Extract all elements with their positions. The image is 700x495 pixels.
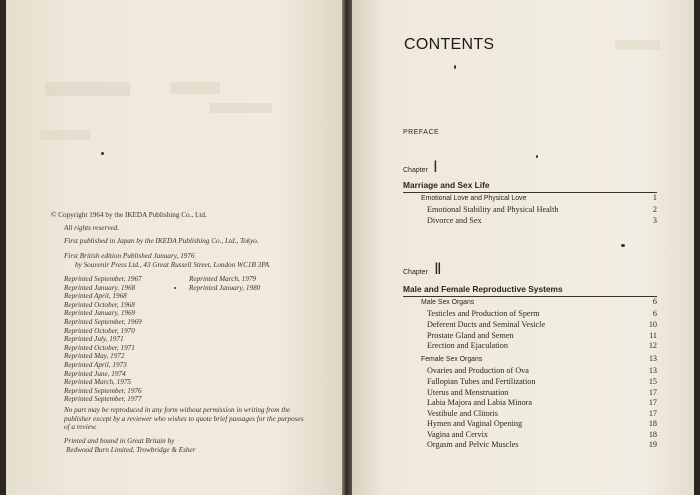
- reprint-item: Reprinted March, 1979: [189, 275, 257, 283]
- ink-speck: [536, 155, 538, 158]
- toc-entry: Testicles and Production of Sperm: [427, 309, 540, 318]
- toc-section-heading: Female Sex Organs: [421, 356, 483, 363]
- reprint-item: Reprinted March, 1975: [64, 378, 132, 387]
- reprint-item: Reprinted July, 1971: [64, 335, 124, 344]
- chapter-label: Chapter: [403, 269, 428, 276]
- toc-entry: Vestibule and Clitoris: [427, 409, 498, 418]
- toc-entry: Labia Majora and Labia Minora: [427, 398, 533, 407]
- notice-line: of a review.: [64, 423, 97, 432]
- toc-page-number: 17: [648, 398, 657, 407]
- chapter-rule: [403, 296, 657, 297]
- toc-page-number: 2: [652, 205, 657, 214]
- toc-section-heading: Male Sex Organs: [421, 299, 475, 306]
- british-edition-line: First British edition Published January, 1976: [64, 252, 195, 260]
- toc-page-number: 17: [648, 409, 657, 418]
- contents-title: CONTENTS: [404, 36, 495, 53]
- reprint-item: Reprinted January, 1969: [64, 309, 136, 318]
- reprints-column-2: [189, 275, 260, 292]
- bleed-through-mark: [40, 130, 90, 140]
- chapter-number: I: [434, 157, 437, 176]
- ink-speck: [454, 65, 456, 69]
- notice-line: publisher except by a reviewer who wishes to quote brief passages for the purposes: [64, 414, 304, 423]
- permission-notice: [64, 406, 326, 432]
- toc-page-number: 11: [649, 331, 657, 340]
- reprint-item: Reprinted September, 1967: [64, 275, 142, 283]
- printer-line: Printed and bound in Great Britain by: [64, 437, 175, 445]
- copyright-line: © Copyright 1964 by the IKEDA Publishing Co., Ltd.: [51, 211, 207, 219]
- toc-preface: PREFACE: [403, 129, 440, 136]
- reprint-item: Reprinted October, 1968: [64, 300, 135, 309]
- toc-page-number: 13: [648, 366, 657, 375]
- toc-entry: Orgasm and Pelvic Muscles: [427, 440, 519, 449]
- toc-page-number: 13: [648, 354, 657, 363]
- toc-entry: Uterus and Menstruation: [427, 388, 509, 397]
- reprint-item: Reprinted January, 1968: [64, 283, 136, 292]
- ink-speck: [174, 287, 176, 289]
- chapter-title: Marriage and Sex Life: [403, 180, 490, 190]
- chapter-title: Male and Female Reproductive Systems: [403, 284, 563, 294]
- reprint-item: Reprinted October, 1971: [64, 343, 135, 352]
- toc-page-number: 6: [652, 309, 657, 318]
- reprint-item: Reprinted October, 1970: [64, 326, 135, 335]
- reprint-item: Reprinted April, 1973: [64, 360, 127, 369]
- reprint-item: Reprinted June, 1974: [64, 369, 126, 378]
- chapter-rule: [403, 192, 657, 193]
- toc-entry: Vagina and Cervix: [427, 430, 488, 439]
- toc-page-number: 6: [652, 297, 657, 306]
- toc-entry: Deferent Ducts and Seminal Vesicle: [427, 320, 546, 329]
- book-gutter: [342, 0, 352, 495]
- toc-page-number: 18: [648, 419, 657, 428]
- toc-page-number: 3: [652, 216, 657, 225]
- notice-line: No part may be reproduced in any form without permission in writing from the: [64, 406, 291, 414]
- toc-page-number: 12: [648, 341, 657, 350]
- reprint-item: Reprinted September, 1969: [64, 317, 142, 326]
- printer-notice: [64, 437, 196, 454]
- toc-entry: Ovaries and Production of Ova: [427, 366, 529, 375]
- toc-entry: Prostate Gland and Semen: [427, 331, 514, 340]
- ink-speck: [101, 152, 104, 155]
- rights-line: All rights reserved.: [64, 224, 120, 232]
- toc-section-heading: Emotional Love and Physical Love: [421, 195, 527, 202]
- reprint-item: Reprinted September, 1976: [64, 386, 142, 395]
- bleed-through-mark: [45, 82, 130, 96]
- toc-page-number: 15: [648, 377, 657, 386]
- toc-page-number: 10: [648, 320, 657, 329]
- toc-entry: Fallopian Tubes and Fertilization: [427, 377, 536, 386]
- toc-entry: Erection and Ejaculation: [427, 341, 508, 350]
- bleed-through-mark: [615, 40, 660, 50]
- toc-page-number: 19: [648, 440, 657, 449]
- chapter-number: II: [435, 259, 441, 278]
- toc-page-number: 17: [648, 388, 657, 397]
- toc-page-number: 1: [652, 193, 657, 202]
- bleed-through-mark: [210, 103, 272, 113]
- printer-line: Redwood Burn Limited, Trowbridge & Esher: [66, 445, 196, 454]
- reprint-item: Reprinted January, 1980: [189, 283, 261, 292]
- ink-speck: [621, 244, 625, 247]
- reprint-item: Reprinted September, 1977: [64, 395, 142, 404]
- toc-entry: Hymen and Vaginal Opening: [427, 419, 523, 428]
- first-published-line: First published in Japan by the IKEDA Publishing Co., Ltd., Tokyo.: [64, 237, 259, 245]
- reprint-item: Reprinted May, 1972: [64, 352, 125, 361]
- publisher-line: by Souvenir Press Ltd., 43 Great Russell Street, London WC1B 3PA: [75, 261, 270, 269]
- right-page: [352, 0, 694, 495]
- toc-entry: Emotional Stability and Physical Health: [427, 205, 559, 214]
- reprints-column-1: [64, 275, 142, 404]
- chapter-label: Chapter: [403, 167, 428, 174]
- toc-page-number: 18: [648, 430, 657, 439]
- reprint-item: Reprinted April, 1968: [64, 292, 127, 301]
- bleed-through-mark: [170, 82, 220, 94]
- toc-entry: Divorce and Sex: [427, 216, 482, 225]
